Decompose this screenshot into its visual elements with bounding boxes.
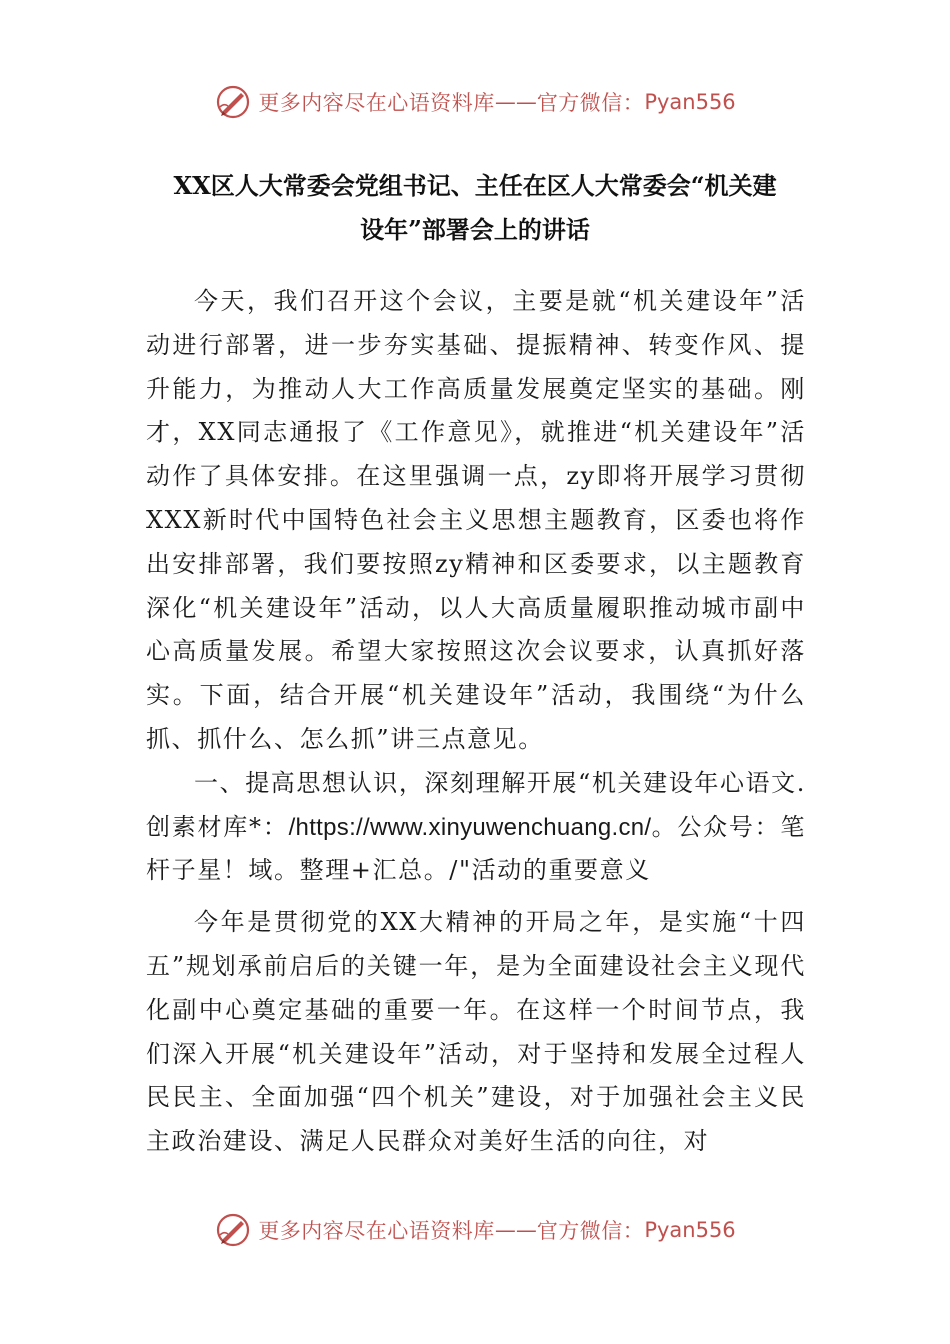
paragraph-significance: 今年是贯彻党的XX大精神的开局之年，是实施“十四五”规划承前启后的关键一年，是为全面建设社会主义现代化副中心奠定基础的重要一年。在这样一个时间节点，我们深入开展“机关建设年”活动，对于坚持和发展全过程人民民主、全面加强“四个机关”建设，对于加强社会主义民主政治建设、满足人民群众对美好生活的向往，对: [146, 908, 806, 1156]
watermark-dash: ——: [494, 1218, 537, 1242]
paragraph-intro: 今天，我们召开这个会议，主要是就“机关建设年”活动进行部署，进一步夯实基础、提振精神、转变作风、提升能力，为推动人大工作高质量发展奠定坚实的基础。刚才，XX同志通报了《工作意见》，就推进“机关建设年”活动作了具体安排。在这里强调一点，zy即将开展学习贯彻XXX新时代中国特色社会主义思想主题教育，区委也将作出安排部署，我们要按照zy精神和区委要求，以主题教育深化“机关建设年”活动，以人大高质量履职推动城市副中心高质量发展。希望大家按照这次会议要求，认真抓好落实。下面，结合开展“机关建设年”活动，我围绕“为什么抓、抓什么、怎么抓”讲三点意见。: [146, 287, 806, 753]
watermark-label: 官方微信：: [536, 1219, 645, 1243]
pen-logo-icon: [214, 83, 252, 121]
document-title: [140, 164, 810, 252]
watermark-prefix: 更多内容尽在心语资料库: [258, 1219, 495, 1243]
watermark-prefix: 更多内容尽在心语资料库: [258, 91, 495, 115]
section-heading-1: [146, 762, 806, 893]
watermark-dash: ——: [494, 90, 537, 114]
title-line-1: XX区人大常委会党组书记、主任在区人大常委会“机关建: [173, 171, 777, 200]
title-line-2: 设年”部署会上的讲话: [360, 215, 590, 244]
document-body: [146, 280, 806, 1164]
watermark-account: Pyan556: [644, 1218, 736, 1242]
watermark-label: 官方微信：: [536, 91, 645, 115]
heading-1-part-2: 。公众号：笔杆子星！域。整理+汇总。/"活动的重要意义: [146, 812, 806, 885]
pen-logo-icon: [214, 1211, 252, 1249]
watermark-account: Pyan556: [644, 90, 736, 114]
watermark-banner-bottom: [0, 1208, 950, 1252]
heading-1-part-1: 一、提高思想认识，深刻理解开展“机关建设年心语文.创素材库*：: [146, 768, 806, 841]
heading-1-url: /https://www.xinyuwenchuang.cn/: [288, 813, 652, 841]
watermark-banner-top: [0, 80, 950, 124]
